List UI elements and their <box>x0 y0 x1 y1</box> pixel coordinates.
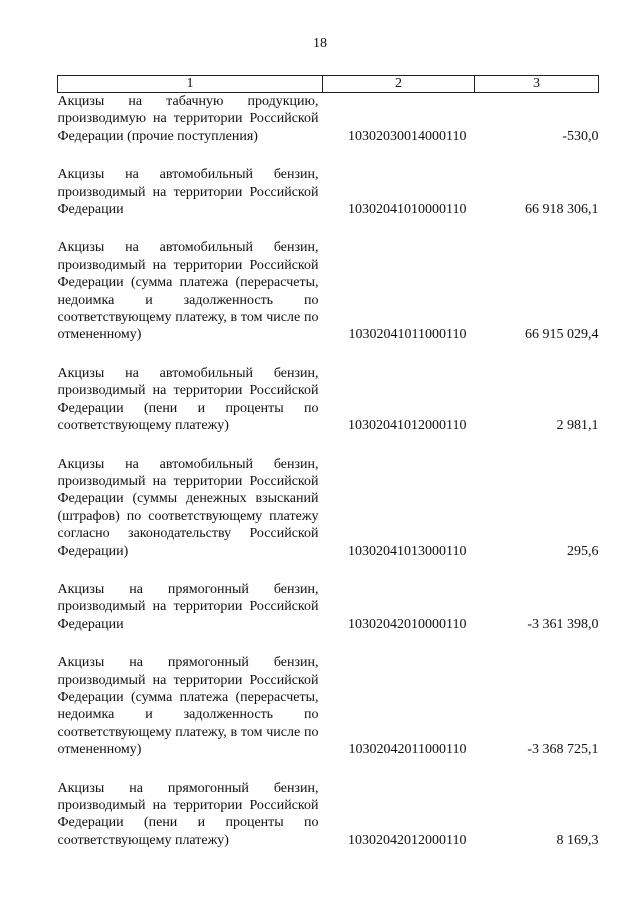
row-code: 10302041011000110 <box>348 327 467 343</box>
table-row <box>58 633 599 758</box>
row-code: 10302030014000110 <box>348 128 467 144</box>
row-description: Акцизы на прямогонный бензин, производимый на территории Российской Федерации (сумма платежа (перерасчеты, недоимка и задолженность по соответствующему платежу, в том числе по отмененному) <box>57 655 319 758</box>
row-description: Акцизы на прямогонный бензин, производимый на территории Российской Федерации <box>57 581 319 632</box>
row-code: 10302042011000110 <box>348 742 467 758</box>
column-header-2: 2 <box>323 76 475 93</box>
table-row <box>58 435 599 560</box>
row-amount: 2 981,1 <box>556 418 599 434</box>
row-description: Акцизы на автомобильный бензин, производимый на территории Российской Федерации (пени и проценты по соответствующему платежу) <box>57 365 319 434</box>
row-code: 10302041010000110 <box>348 202 467 218</box>
table-header <box>58 76 599 93</box>
row-amount: -3 361 398,0 <box>527 616 599 632</box>
row-code: 10302042012000110 <box>348 832 467 848</box>
row-amount: 295,6 <box>567 543 599 559</box>
row-amount: 8 169,3 <box>556 832 599 848</box>
row-code: 10302041013000110 <box>348 543 467 559</box>
table-row <box>58 93 599 146</box>
table-row <box>58 759 599 850</box>
row-code: 10302041012000110 <box>348 418 467 434</box>
row-description: Акцизы на табачную продукцию, производимую на территории Российской Федерации (прочие поступления) <box>57 94 319 144</box>
row-amount: -530,0 <box>562 128 599 144</box>
table-row <box>58 145 599 218</box>
column-header-1: 1 <box>58 76 323 93</box>
row-description: Акцизы на автомобильный бензин, производимый на территории Российской Федерации (суммы денежных взысканий (штрафов) по соответствующему платежу согласно законодательству Российской Федерации) <box>57 456 319 559</box>
row-description: Акцизы на автомобильный бензин, производимый на территории Российской Федерации <box>57 167 319 218</box>
row-description: Акцизы на прямогонный бензин, производимый на территории Российской Федерации (пени и проценты по соответствующему платежу) <box>57 780 319 848</box>
revenue-table <box>57 75 599 849</box>
row-description: Акцизы на автомобильный бензин, производимый на территории Российской Федерации (сумма платежа (перерасчеты, недоимка и задолженность по соответствующему платежу, в том числе по отмененному) <box>57 240 319 343</box>
row-code: 10302042010000110 <box>348 616 467 632</box>
page-number: 18 <box>313 36 327 51</box>
table-row <box>58 344 599 435</box>
row-amount: -3 368 725,1 <box>527 742 599 758</box>
table-row <box>58 560 599 633</box>
row-amount: 66 918 306,1 <box>525 202 599 218</box>
row-amount: 66 915 029,4 <box>525 327 599 343</box>
column-header-3: 3 <box>475 76 599 93</box>
table-row <box>58 218 599 343</box>
